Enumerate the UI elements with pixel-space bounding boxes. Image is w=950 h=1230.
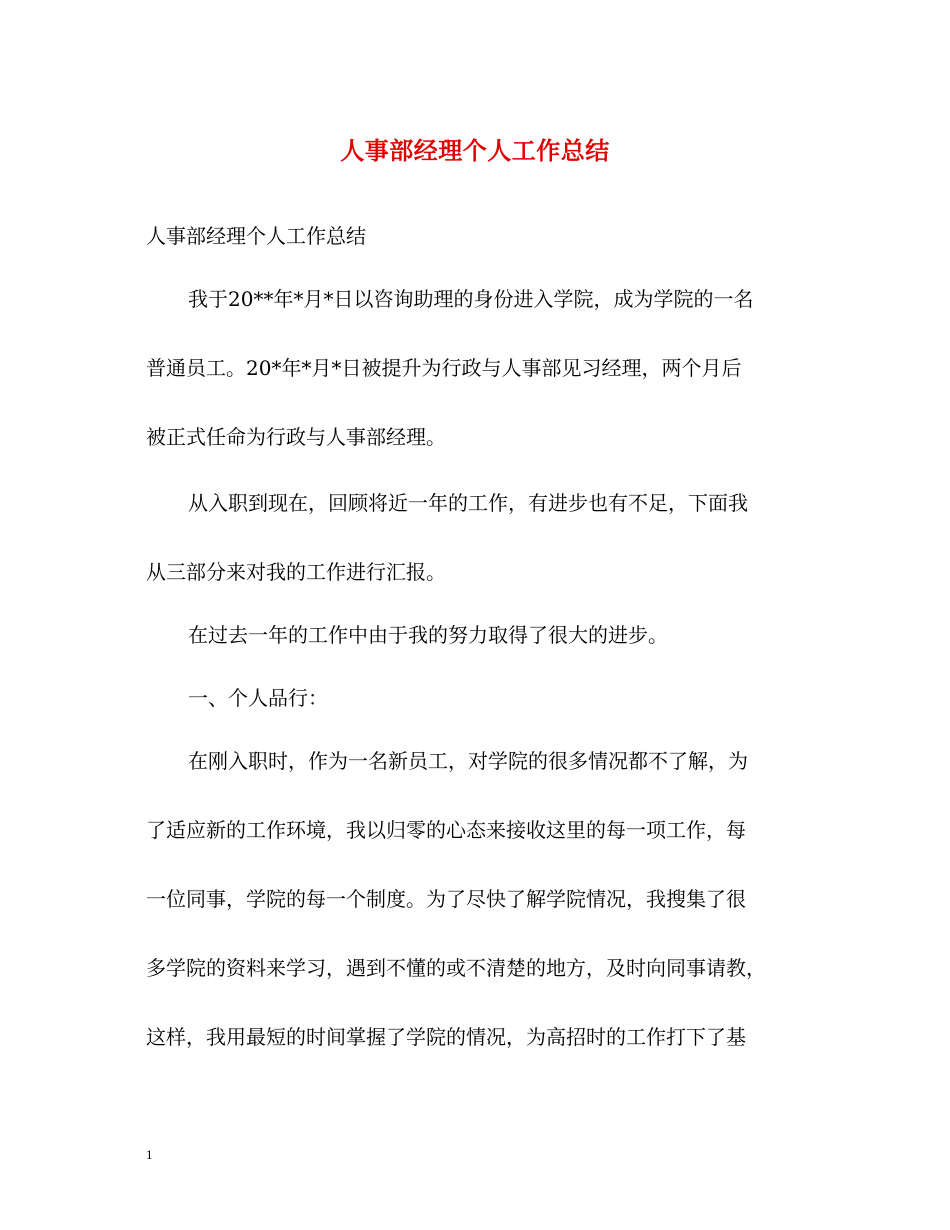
body-line-12: 多学院的资料来学习，遇到不懂的或不清楚的地方，及时向同事请教，	[146, 956, 766, 980]
section-heading: 一、个人品行：	[188, 686, 328, 710]
page-number: 1	[146, 1147, 153, 1162]
body-line-13: 这样，我用最短的时间掌握了学院的情况，为高招时的工作打下了基	[146, 1025, 746, 1049]
body-line-9: 在刚入职时，作为一名新员工，对学院的很多情况都不了解，为	[188, 749, 748, 773]
body-line-6: 从三部分来对我的工作进行汇报。	[146, 560, 446, 584]
body-line-2: 我于20**年*月*日以咨询助理的身份进入学院，成为学院的一名	[188, 287, 754, 311]
document-title: 人事部经理个人工作总结	[340, 136, 610, 165]
body-line-10: 了适应新的工作环境，我以归零的心态来接收这里的每一项工作，每	[146, 818, 746, 842]
body-line-11: 一位同事，学院的每一个制度。为了尽快了解学院情况，我搜集了很	[146, 887, 746, 911]
body-line-7: 在过去一年的工作中由于我的努力取得了很大的进步。	[188, 623, 668, 647]
body-line-1: 人事部经理个人工作总结	[146, 224, 366, 248]
body-line-4: 被正式任命为行政与人事部经理。	[146, 425, 446, 449]
body-line-3: 普通员工。20*年*月*日被提升为行政与人事部见习经理，两个月后	[146, 356, 742, 380]
body-line-5: 从入职到现在，回顾将近一年的工作，有进步也有不足，下面我	[188, 491, 748, 515]
